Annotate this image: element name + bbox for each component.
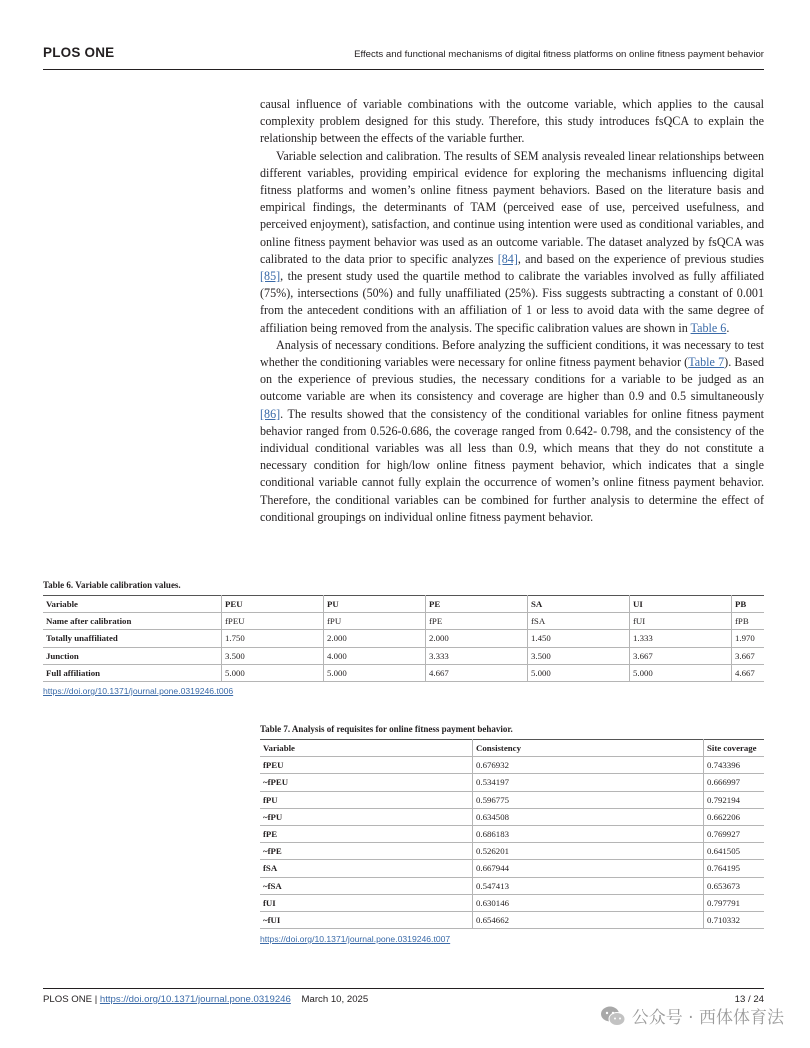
table-cell: 0.710332 xyxy=(704,911,765,928)
paragraph-text: Variable selection and calibration. The results of SEM analysis revealed linear relationships between different variables, providing empirical evidence for exploring the mechanisms influencing digital fitness platforms and women’s online fitness payment behaviors. Based on the literature basis and empirical findings, the determinants of TAM (perceived ease of use, perceived usefulness, and perceived enjoyment), satisfaction, and continue using intention were used as conditional variables, and online fitness payment behavior was used as an outcome variable. The dataset analyzed by fsQCA was calibrated to the data prior to specific analyzes xyxy=(260,148,764,266)
table-cell: fUI xyxy=(630,613,732,630)
journal-name: PLOS ONE xyxy=(43,45,115,60)
table-cell: 0.764195 xyxy=(704,860,765,877)
table-row xyxy=(260,825,764,842)
paragraph-1: causal influence of variable combinations with the outcome variable, which applies to the causal complexity problem designed for this study. Therefore, this study introduces fsQCA to explain the relationship between the effects of the variable further. xyxy=(260,97,764,146)
reference-84-link[interactable]: [84] xyxy=(497,251,518,266)
table-7-link[interactable]: Table 7 xyxy=(688,355,725,370)
table-header-cell: PB xyxy=(732,596,765,613)
table-cell: 0.662206 xyxy=(704,808,765,825)
table-header-cell: Consistency xyxy=(473,740,704,757)
table-cell: 0.792194 xyxy=(704,791,765,808)
paragraph-text: . xyxy=(726,320,730,335)
table-cell: fPE xyxy=(426,613,528,630)
table-cell: Name after calibration xyxy=(43,613,222,630)
table-cell: 1.450 xyxy=(528,630,630,647)
table-row xyxy=(260,808,764,825)
table-header-row xyxy=(260,740,764,757)
table-cell: ~fSA xyxy=(260,877,473,894)
table-header-cell: Variable xyxy=(43,596,222,613)
table-cell: 2.000 xyxy=(324,630,426,647)
table-cell: 4.667 xyxy=(426,664,528,681)
footer-date: March 10, 2025 xyxy=(301,994,369,1005)
table-header-row xyxy=(43,596,764,613)
table-cell: 0.667944 xyxy=(473,860,704,877)
paragraph-text: . The results showed that the consistency of the conditional variables for online fitness payment behavior ranged from 0.526-0.686, the coverage ranged from 0.642- 0.798, and the consistency of the individual conditional variables was all less than 0.9, which means that they do not constitute a necessary condition for high/low online fitness payment behavior, which indicates that a single conditional variable cannot fully explain the occurrence of women’s online fitness payment behavior. Therefore, the conditional variables can be combined for further analysis to determine the effect of conditional groupings on individual online fitness payment behavior. xyxy=(260,406,764,524)
table-row xyxy=(260,774,764,791)
footer-doi-link[interactable]: https://doi.org/10.1371/journal.pone.0319246 xyxy=(99,994,291,1005)
table-row xyxy=(260,877,764,894)
table-cell: 0.797791 xyxy=(704,894,765,911)
table-cell: 0.769927 xyxy=(704,825,765,842)
table-cell: 0.686183 xyxy=(473,825,704,842)
paragraph-text: , the present study used the quartile method to calibrate the variables involved as fully affiliated (75%), intersections (50%) and fully unaffiliated (25%). Fiss suggests subtracting a constant of 0.001 from the antecedent conditions with an affiliation of 1 or less to avoid data with the same degree of affiliation being removed from the analysis. The specific calibration values are shown in xyxy=(260,269,764,335)
table-cell: fPU xyxy=(260,791,473,808)
table-cell: fSA xyxy=(260,860,473,877)
table-cell: fPU xyxy=(324,613,426,630)
reference-86-link[interactable]: [86] xyxy=(260,406,281,421)
table-6-link[interactable]: Table 6 xyxy=(690,320,727,335)
table-row xyxy=(43,664,764,681)
article-body xyxy=(260,96,764,526)
table-cell: 3.667 xyxy=(630,647,732,664)
table-cell: 0.641505 xyxy=(704,843,765,860)
table-6-caption: Table 6. Variable calibration values. xyxy=(43,580,181,590)
footer-separator: | xyxy=(92,994,100,1005)
table-cell: 4.667 xyxy=(732,664,765,681)
table-cell: fSA xyxy=(528,613,630,630)
table-header-cell: PE xyxy=(426,596,528,613)
table-cell: 3.333 xyxy=(426,647,528,664)
table-cell: 0.547413 xyxy=(473,877,704,894)
table-row xyxy=(260,757,764,774)
table-cell: ~fPEU xyxy=(260,774,473,791)
table-cell: 3.667 xyxy=(732,647,765,664)
header-rule xyxy=(43,69,764,70)
table-cell: 5.000 xyxy=(630,664,732,681)
table-cell: 0.526201 xyxy=(473,843,704,860)
table-cell: ~fUI xyxy=(260,911,473,928)
table-cell: fPEU xyxy=(260,757,473,774)
footer-journal: PLOS ONE xyxy=(43,994,93,1005)
table-cell: 5.000 xyxy=(528,664,630,681)
paragraph-necessary-conditions xyxy=(260,337,764,526)
paragraph-calibration xyxy=(260,148,764,337)
table-header-cell: PU xyxy=(324,596,426,613)
table-7-doi-link[interactable]: https://doi.org/10.1371/journal.pone.0319246.t007 xyxy=(260,934,451,944)
table-6 xyxy=(43,595,764,682)
table-cell: 2.000 xyxy=(426,630,528,647)
table-6-doi-link[interactable]: https://doi.org/10.1371/journal.pone.0319246.t006 xyxy=(43,686,234,696)
table-row xyxy=(260,911,764,928)
table-cell: fPB xyxy=(732,613,765,630)
table-cell: 0.654662 xyxy=(473,911,704,928)
table-cell: 0.743396 xyxy=(704,757,765,774)
table-row xyxy=(260,860,764,877)
running-title: Effects and functional mechanisms of digital fitness platforms on online fitness payment behavior xyxy=(354,49,764,60)
page-number: 13 / 24 xyxy=(734,994,764,1005)
table-header-cell: SA xyxy=(528,596,630,613)
table-cell: 0.653673 xyxy=(704,877,765,894)
table-7-caption: Table 7. Analysis of requisites for online fitness payment behavior. xyxy=(260,724,513,734)
table-cell: 5.000 xyxy=(222,664,324,681)
table-header-cell: Variable xyxy=(260,740,473,757)
table-header-cell: UI xyxy=(630,596,732,613)
watermark-text: 公众号 · 西体体育法 xyxy=(631,1008,784,1028)
table-row xyxy=(260,791,764,808)
table-cell: 0.666997 xyxy=(704,774,765,791)
table-row xyxy=(43,647,764,664)
table-row xyxy=(260,894,764,911)
wechat-icon xyxy=(600,1005,626,1027)
paragraph-text: ). Based on the experience of previous studies, the necessary conditions for a variable to be judged as an outcome variable are when its consistency and coverage are higher than 0.9 and 0.5 simultaneously xyxy=(260,355,764,404)
table-cell: 5.000 xyxy=(324,664,426,681)
table-cell: Junction xyxy=(43,647,222,664)
table-header-cell: PEU xyxy=(222,596,324,613)
table-cell: Totally unaffiliated xyxy=(43,630,222,647)
table-cell: fPE xyxy=(260,825,473,842)
paragraph-text: Analysis of necessary conditions. Before analyzing the sufficient conditions, it was necessary to test whether the conditioning variables were necessary for online fitness payment behavior ( xyxy=(260,337,764,370)
reference-85-link[interactable]: [85] xyxy=(260,269,281,284)
table-cell: ~fPE xyxy=(260,843,473,860)
table-row xyxy=(43,613,764,630)
paragraph-text: , and based on the experience of previous studies xyxy=(517,251,764,266)
table-7 xyxy=(260,739,764,929)
table-cell: fPEU xyxy=(222,613,324,630)
table-header-cell: Site coverage xyxy=(704,740,765,757)
table-row xyxy=(260,843,764,860)
table-cell: 1.970 xyxy=(732,630,765,647)
table-cell: fUI xyxy=(260,894,473,911)
table-cell: 3.500 xyxy=(528,647,630,664)
table-cell: ~fPU xyxy=(260,808,473,825)
footer xyxy=(43,994,368,1005)
table-cell: 1.750 xyxy=(222,630,324,647)
table-cell: 0.534197 xyxy=(473,774,704,791)
table-row xyxy=(43,630,764,647)
table-cell: 0.676932 xyxy=(473,757,704,774)
table-cell: 3.500 xyxy=(222,647,324,664)
table-cell: 1.333 xyxy=(630,630,732,647)
table-cell: 4.000 xyxy=(324,647,426,664)
table-cell: 0.596775 xyxy=(473,791,704,808)
watermark xyxy=(600,1003,784,1028)
table-cell: 0.634508 xyxy=(473,808,704,825)
table-cell: Full affiliation xyxy=(43,664,222,681)
footer-rule xyxy=(43,988,764,989)
table-cell: 0.630146 xyxy=(473,894,704,911)
